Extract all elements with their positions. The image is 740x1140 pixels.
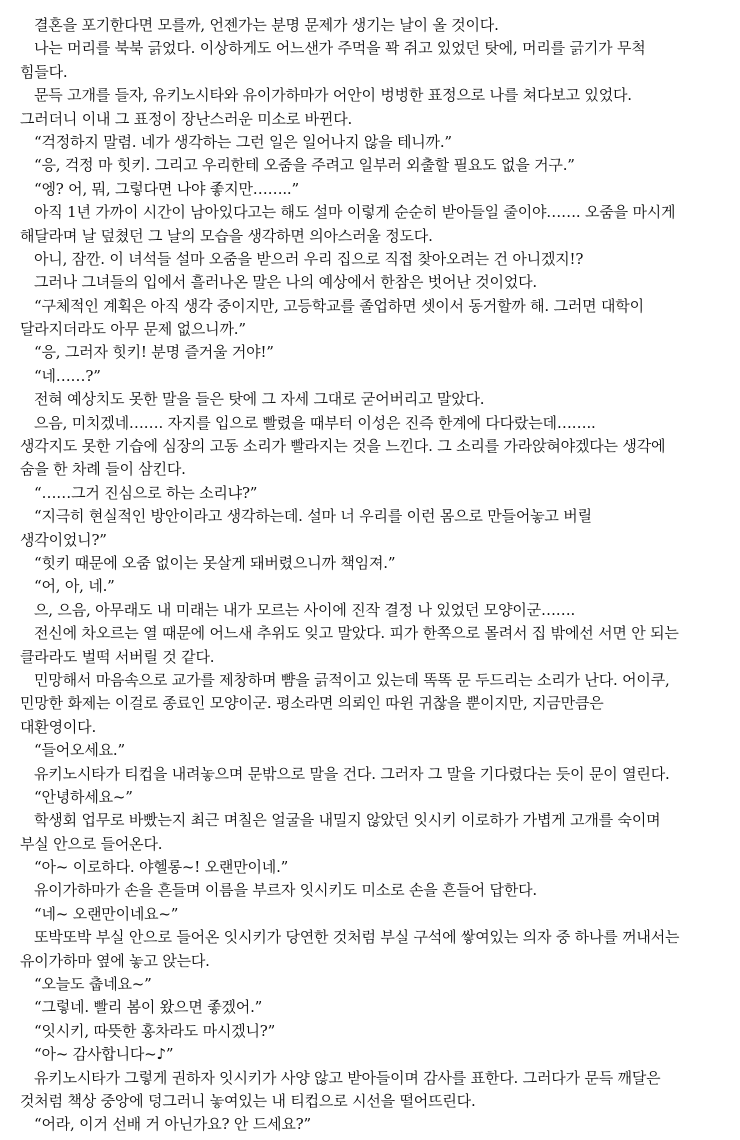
text-line: “그렇네. 빨리 봄이 왔으면 좋겠어.” — [34, 998, 263, 1017]
text-line: “잇시키, 따뜻한 홍차라도 마시겠니?” — [34, 1021, 276, 1040]
text-line: “……그거 진심으로 하는 소리냐?” — [34, 483, 258, 502]
text-line: “응, 걱정 마 힛키. 그리고 우리한테 오줌을 주려고 일부러 외출할 필요도 없을 거구.” — [34, 156, 575, 175]
text-line: 유이가하마 옆에 놓고 앉는다. — [20, 951, 210, 970]
text-line: “어, 아, 네.” — [34, 577, 115, 596]
text-line: “안녕하세요~” — [34, 787, 133, 806]
text-line: 민망한 화제는 이걸로 종료인 모양이군. 평소라면 의뢰인 따윈 귀찮을 뿐이지만, 지금만큼은 — [20, 694, 604, 713]
text-line: 또박또박 부실 안으로 들어온 잇시키가 당연한 것처럼 부실 구석에 쌓여있는 의자 중 하나를 꺼내서는 — [34, 928, 680, 947]
text-line: 아직 1년 가까이 시간이 남아있다고는 해도 설마 이렇게 순순히 받아들일 줄이야……. 오줌을 마시게 — [34, 203, 676, 222]
text-line: “걱정하지 말렴. 네가 생각하는 그런 일은 일어나지 않을 테니까.” — [34, 132, 452, 151]
text-line: 으음, 미치겠네……. 자지를 입으로 빨렸을 때부터 이성은 진즉 한계에 다다랐는데…….. — [34, 413, 596, 432]
text-line: 유키노시타가 티컵을 내려놓으며 문밖으로 말을 건다. 그러자 그 말을 기다렸다는 듯이 문이 열린다. — [34, 764, 670, 783]
novel-text-body — [20, 14, 726, 1137]
text-line: “지극히 현실적인 방안이라고 생각하는데. 설마 너 우리를 이런 몸으로 만들어놓고 버릴 — [34, 507, 592, 526]
text-line: 생각이었니?” — [20, 530, 107, 549]
text-line: 클라라도 벌떡 서버릴 것 같다. — [20, 647, 215, 666]
text-line: 부실 안으로 들어온다. — [20, 834, 163, 853]
text-line: 결혼을 포기한다면 모를까, 언젠가는 분명 문제가 생기는 날이 올 것이다. — [34, 16, 499, 34]
text-line: 그러나 그녀들의 입에서 흘러나온 말은 나의 예상에서 한참은 벗어난 것이었다. — [34, 273, 537, 292]
text-line: 숨을 한 차례 들이 삼킨다. — [20, 460, 186, 479]
text-line: 전신에 차오르는 열 때문에 어느새 추위도 잊고 말았다. 피가 한쪽으로 몰려서 집 밖에선 서면 안 되는 — [34, 624, 679, 643]
text-line: 그러더니 이내 그 표정이 장난스러운 미소로 바뀐다. — [20, 109, 353, 128]
text-line: “들어오세요.” — [34, 741, 125, 760]
text-line: “어라, 이거 선배 거 아닌가요? 안 드세요?” — [34, 1115, 311, 1134]
text-line: 학생회 업무로 바빴는지 최근 며칠은 얼굴을 내밀지 않았던 잇시키 이로하가 가볍게 고개를 숙이며 — [34, 811, 661, 830]
text-line: 유이가하마가 손을 흔들며 이름을 부르자 잇시키도 미소로 손을 흔들어 답한다. — [34, 881, 537, 900]
text-line: 생각지도 못한 기습에 심장의 고동 소리가 빨라지는 것을 느낀다. 그 소리를 가라앉혀야겠다는 생각에 — [20, 437, 666, 456]
text-line: 민망해서 마음속으로 교가를 제창하며 뺨을 긁적이고 있는데 똑똑 문 두드리는 소리가 난다. 어이쿠, — [34, 670, 670, 689]
text-line: 대환영이다. — [20, 717, 97, 736]
text-line: 전혀 예상치도 못한 말을 들은 탓에 그 자세 그대로 굳어버리고 말았다. — [34, 390, 485, 409]
text-line: “엥? 어, 뭐, 그렇다면 나야 좋지만……..” — [34, 179, 299, 198]
text-line: 것처럼 책상 중앙에 덩그러니 놓여있는 내 티컵으로 시선을 떨어뜨린다. — [20, 1091, 476, 1110]
text-line: “구체적인 계획은 아직 생각 중이지만, 고등학교를 졸업하면 셋이서 동거할까 해. 그러면 대학이 — [34, 296, 644, 315]
text-line: “응, 그러자 힛키! 분명 즐거울 거야!” — [34, 343, 274, 362]
text-line: “힛키 때문에 오줌 없이는 못살게 돼버렸으니까 책임져.” — [34, 553, 396, 572]
text-line: 유키노시타가 그렇게 권하자 잇시키가 사양 않고 받아들이며 감사를 표한다. 그러다가 문득 깨달은 — [34, 1068, 661, 1087]
text-line: 으, 으음, 아무래도 내 미래는 내가 모르는 사이에 진작 결정 나 있었던 모양이군……. — [34, 600, 576, 619]
text-line: “네……?” — [34, 366, 101, 385]
text-line: 나는 머리를 북북 긁었다. 이상하게도 어느샌가 주먹을 꽉 쥐고 있었던 탓에, 머리를 긁기가 무척 — [34, 39, 646, 58]
text-line: 달라지더라도 아무 문제 없으니까.” — [20, 320, 246, 339]
text-line: 힘들다. — [20, 62, 68, 81]
text-line: “아~ 감사합니다~♪” — [34, 1045, 174, 1064]
text-line: 문득 고개를 들자, 유키노시타와 유이가하마가 어안이 벙벙한 표정으로 나를 쳐다보고 있었다. — [34, 86, 632, 105]
text-line: 해달라며 날 덮쳤던 그 날의 모습을 생각하면 의아스러울 정도다. — [20, 226, 433, 245]
text-line: 아니, 잠깐. 이 녀석들 설마 오줌을 받으러 우리 집으로 직접 찾아오려는 건 아니겠지!? — [34, 249, 584, 268]
text-line: “오늘도 춥네요~” — [34, 975, 152, 994]
text-line: “네~ 오랜만이네요~” — [34, 904, 179, 923]
text-line: “아~ 이로하다. 야헬롱~! 오랜만이네.” — [34, 858, 289, 877]
